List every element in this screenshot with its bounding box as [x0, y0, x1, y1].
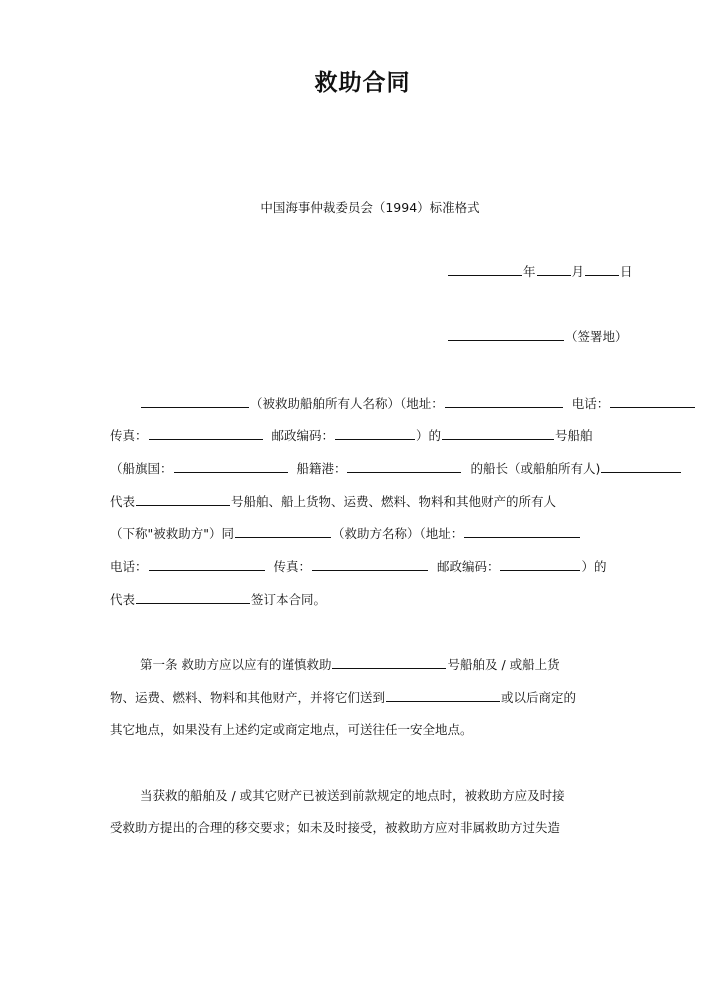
month-label: 月 [571, 264, 585, 279]
day-blank[interactable] [585, 263, 619, 276]
day-label: 日 [620, 264, 633, 279]
paragraph2-line-1: 当获救的船舶及 / 或其它财产已被送到前款规定的地点时，被救助方应及时接 [140, 788, 565, 803]
parties-text: 签订本合同。 [251, 592, 327, 607]
parties-text: 电话： [110, 559, 148, 574]
salved-owner-postcode-blank[interactable] [335, 427, 415, 440]
parties-text: ）的 [415, 428, 441, 443]
article1-text: 或以后商定的 [501, 690, 577, 705]
parties-line-2 [110, 427, 593, 445]
parties-text: （救助方名称）（地址： [332, 526, 464, 541]
month-blank[interactable] [537, 263, 571, 276]
parties-text: ）的 [581, 559, 607, 574]
parties-line-4 [110, 493, 556, 511]
parties-text: 代表 [110, 494, 136, 509]
parties-text: （被救助船舶所有人名称）（地址： [250, 396, 444, 411]
parties-text: 传真： [273, 559, 311, 574]
salvor-fax-blank[interactable] [312, 558, 428, 571]
salvor-address-blank[interactable] [464, 525, 580, 538]
signing-place-line [447, 328, 628, 346]
flag-state-blank[interactable] [174, 460, 288, 473]
parties-text: 的船长（或船舶所有人) [470, 461, 601, 476]
parties-line-5 [110, 525, 581, 543]
document-title: 救助合同 [314, 70, 411, 96]
destination-blank[interactable] [386, 689, 500, 702]
salvor-postcode-blank[interactable] [500, 558, 580, 571]
parties-text: （船旗国： [110, 461, 173, 476]
parties-text: 代表 [110, 592, 136, 607]
salvor-phone-blank[interactable] [149, 558, 265, 571]
ship-name-blank[interactable] [442, 427, 554, 440]
signing-place-label: （签署地） [565, 329, 628, 344]
parties-text: （下称"被救助方"）同 [110, 526, 234, 541]
parties-line-3 [110, 460, 682, 478]
parties-text: 传真： [110, 428, 148, 443]
represented-ship-blank[interactable] [136, 493, 230, 506]
parties-text: 号船舶 [555, 428, 593, 443]
parties-text: 电话： [571, 396, 610, 411]
signing-place-blank[interactable] [448, 328, 564, 341]
paragraph2-line-2: 受救助方提出的合理的移交要求；如未及时接受，被救助方应对非属救助方过失造 [110, 820, 561, 835]
salved-owner-name-blank[interactable] [141, 395, 249, 408]
port-of-registry-blank[interactable] [347, 460, 461, 473]
parties-text: 邮政编码： [271, 428, 334, 443]
year-label: 年 [523, 264, 536, 279]
article1-text: 第一条 救助方应以应有的谨慎救助 [140, 657, 332, 672]
parties-text: 船籍港： [296, 461, 347, 476]
article1-line-2 [110, 689, 576, 707]
salved-owner-fax-blank[interactable] [149, 427, 263, 440]
salvor-name-blank[interactable] [235, 525, 331, 538]
salved-owner-address-blank[interactable] [445, 395, 563, 408]
parties-text: 邮政编码： [436, 559, 500, 574]
article1-text: 物、运费、燃料、物料和其他财产，并将它们送到 [110, 690, 386, 705]
salvor-representative-blank[interactable] [136, 591, 250, 604]
salvage-ship-blank[interactable] [332, 656, 446, 669]
year-blank[interactable] [448, 263, 522, 276]
document-subtitle: 中国海事仲裁委员会（1994）标准格式 [260, 200, 480, 215]
article1-text: 号船舶及 / 或船上货 [447, 657, 560, 672]
article1-line-3: 其它地点，如果没有上述约定或商定地点，可送往任一安全地点。 [110, 722, 473, 737]
parties-line-1 [140, 395, 696, 413]
master-name-blank[interactable] [601, 460, 681, 473]
article1-line-1 [140, 656, 560, 674]
salved-owner-phone-blank[interactable] [610, 395, 695, 408]
date-line [447, 263, 633, 281]
parties-line-7 [110, 591, 326, 609]
parties-line-6 [110, 558, 606, 576]
parties-text: 号船舶、船上货物、运费、燃料、物料和其他财产的所有人 [231, 494, 557, 509]
